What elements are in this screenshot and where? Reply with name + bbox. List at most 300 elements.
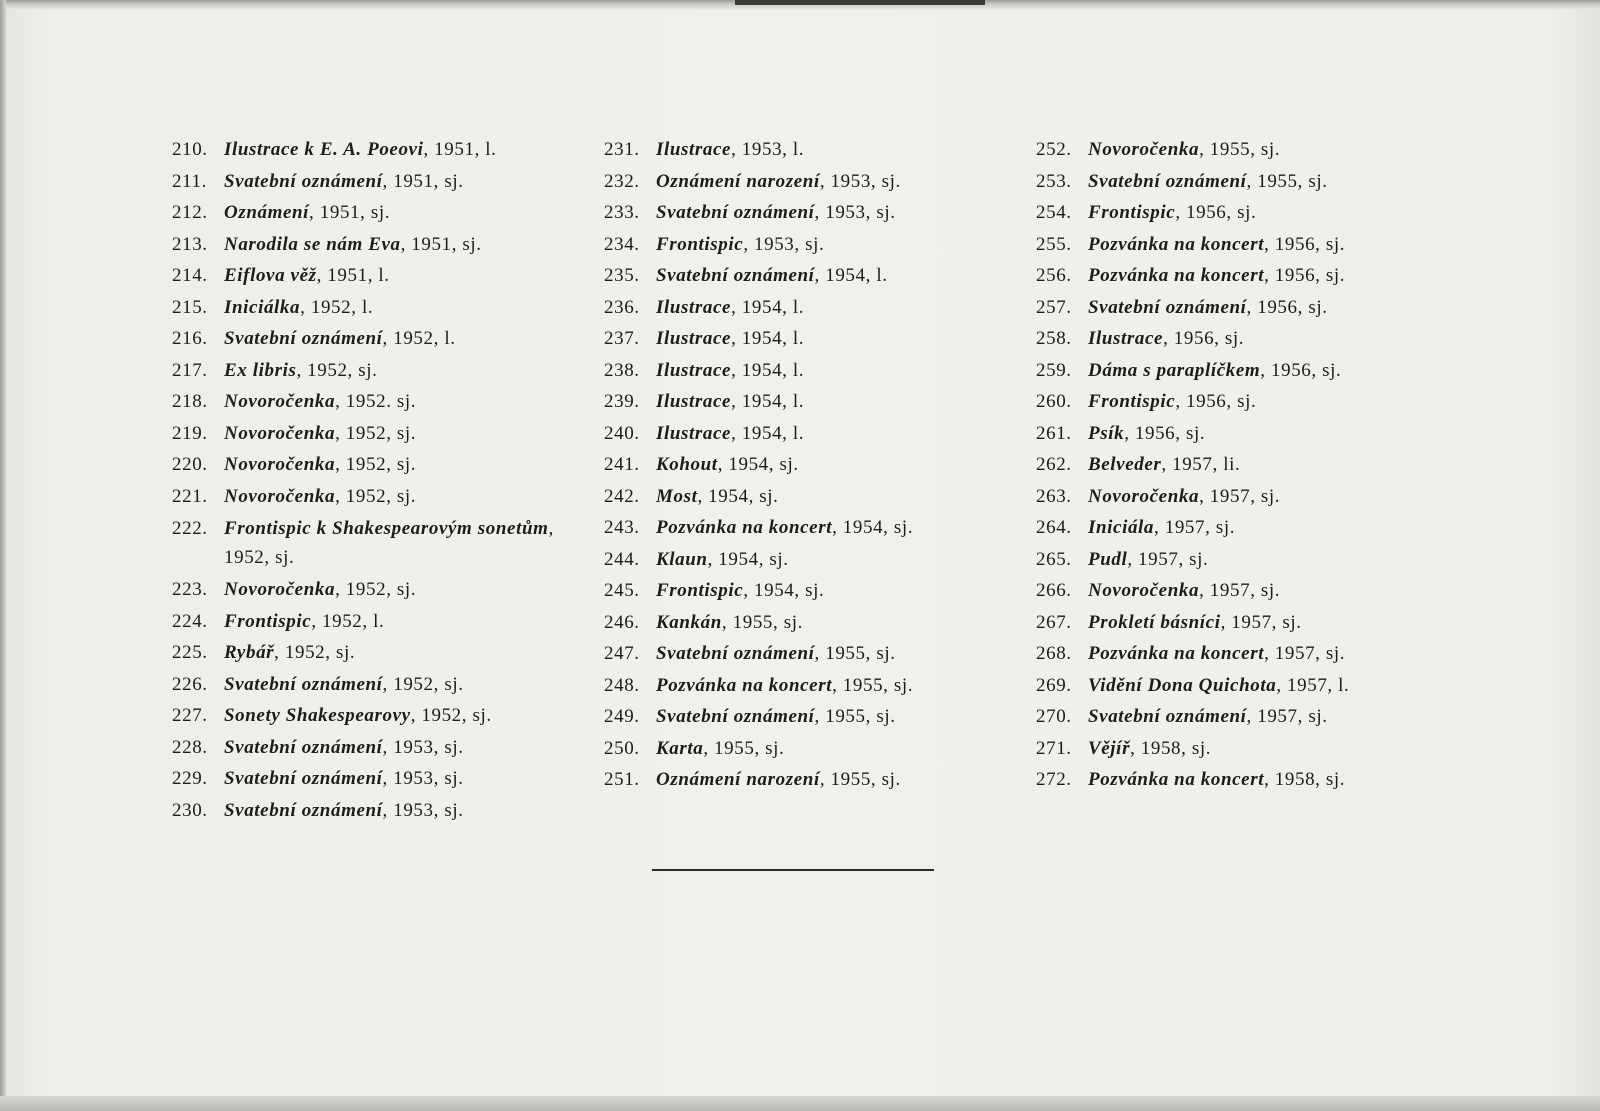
catalog-entry	[172, 763, 592, 795]
catalog-entry	[604, 544, 1024, 576]
entry-details: , 1953, l.	[731, 139, 805, 160]
entry-details: , 1955, sj.	[814, 643, 896, 664]
end-rule	[652, 869, 934, 871]
catalog-entry	[1036, 229, 1456, 261]
entry-title: Pozvánka na koncert	[656, 674, 833, 696]
entry-title: Most	[656, 485, 698, 507]
catalog-entry	[604, 701, 1024, 733]
entry-title: Svatební oznámení	[656, 202, 815, 223]
entry-text	[1088, 512, 1456, 544]
catalog-entry	[1036, 607, 1456, 639]
catalog-entry	[1036, 355, 1456, 387]
entry-title: Svatební oznámení	[1088, 296, 1247, 318]
entry-number: 265.	[1036, 548, 1072, 570]
entry-title: Ilustrace	[656, 139, 732, 160]
entry-number: 268.	[1036, 643, 1072, 664]
entry-number: 270.	[1036, 706, 1072, 727]
entry-text	[224, 197, 592, 229]
entry-title: Ilustrace	[656, 391, 732, 412]
page-binding-edge	[0, 0, 6, 1111]
entry-number: 253.	[1036, 170, 1072, 192]
entry-text	[1088, 449, 1456, 481]
entry-details: , 1955, sj.	[703, 737, 785, 759]
entry-number: 255.	[1036, 233, 1072, 255]
entry-number: 261.	[1036, 422, 1072, 444]
entry-text	[224, 700, 592, 732]
entry-text	[1088, 323, 1456, 355]
entry-details: , 1952, sj.	[335, 454, 417, 475]
page-top-shadow	[735, 0, 985, 5]
entry-number: 245.	[604, 580, 640, 601]
entry-details: , 1952, sj.	[274, 642, 356, 663]
entry-title: Oznámení	[224, 202, 310, 223]
entry-details: , 1951, sj.	[400, 233, 482, 255]
entry-title: Ilustrace	[1088, 328, 1164, 349]
catalog-entry	[1036, 544, 1456, 576]
entry-text	[656, 544, 1024, 576]
entry-text	[656, 733, 1024, 765]
entry-number: 263.	[1036, 485, 1072, 507]
entry-title: Belveder	[1088, 454, 1162, 475]
entry-details: , 1954, l.	[731, 391, 805, 412]
entry-text	[656, 575, 1024, 607]
entry-text	[656, 670, 1024, 702]
entry-text	[224, 669, 592, 701]
entry-title: Frontispic	[656, 233, 744, 255]
catalog-column-2	[604, 134, 1024, 796]
entry-title: Iniciála	[1088, 517, 1155, 538]
entry-details: , 1952, sj.	[335, 485, 417, 507]
entry-number: 215.	[172, 296, 208, 318]
entry-number: 272.	[1036, 769, 1072, 790]
entry-text	[1088, 607, 1456, 639]
catalog-entry	[1036, 764, 1456, 796]
entry-details: , 1951, l.	[423, 139, 497, 160]
entry-text	[224, 481, 592, 513]
catalog-entry	[172, 574, 592, 606]
entry-text	[1088, 134, 1456, 166]
entry-text	[656, 355, 1024, 387]
entry-text	[656, 260, 1024, 292]
entry-details: , 1952, sj.	[296, 359, 378, 381]
entry-text	[1088, 670, 1456, 702]
entry-text	[656, 197, 1024, 229]
entry-details: , 1955, sj.	[832, 674, 914, 696]
entry-title: Svatební oznámení	[224, 799, 383, 821]
entry-title: Rybář	[224, 642, 275, 663]
catalog-entry	[604, 386, 1024, 418]
entry-text	[224, 418, 592, 450]
entry-title: Eiflova věž	[224, 265, 317, 286]
entry-text	[656, 449, 1024, 481]
entry-details: , 1953, sj.	[382, 799, 464, 821]
entry-details: , 1951, l.	[316, 265, 390, 286]
entry-number: 240.	[604, 422, 640, 444]
entry-text	[224, 606, 592, 638]
catalog-entry	[172, 418, 592, 450]
entry-text	[1088, 418, 1456, 450]
entry-text	[656, 323, 1024, 355]
entry-number: 264.	[1036, 517, 1072, 538]
entry-text	[224, 386, 592, 418]
entry-text	[656, 166, 1024, 198]
entry-text	[224, 763, 592, 795]
catalog-entry	[1036, 512, 1456, 544]
catalog-entry	[1036, 166, 1456, 198]
entry-details: , 1954, sj.	[743, 580, 825, 601]
catalog-entry	[1036, 386, 1456, 418]
entry-number: 259.	[1036, 359, 1072, 381]
entry-details: , 1958, sj.	[1130, 737, 1212, 759]
entry-text	[656, 418, 1024, 450]
catalog-entry	[604, 638, 1024, 670]
catalog-entry	[604, 512, 1024, 544]
catalog-entry	[172, 197, 592, 229]
entry-text	[224, 574, 592, 606]
entry-text	[224, 637, 592, 669]
entry-text	[656, 386, 1024, 418]
entry-number: 227.	[172, 705, 208, 726]
entry-text	[224, 449, 592, 481]
catalog-entry	[172, 260, 592, 292]
catalog-entry	[604, 418, 1024, 450]
entry-number: 213.	[172, 233, 208, 255]
entry-title: Frontispic	[1088, 391, 1176, 412]
catalog-entry	[604, 670, 1024, 702]
catalog-entry	[604, 134, 1024, 166]
entry-text	[1088, 166, 1456, 198]
entry-details: , 1954, l.	[731, 359, 805, 381]
entry-number: 247.	[604, 643, 640, 664]
entry-text	[1088, 197, 1456, 229]
catalog-entry	[172, 449, 592, 481]
entry-details: , 1954, sj.	[717, 454, 799, 475]
entry-text	[224, 134, 592, 166]
entry-title: Ilustrace	[656, 422, 732, 444]
page-bottom-edge	[0, 1096, 1600, 1111]
entry-details: , 1953, sj.	[814, 202, 896, 223]
entry-details: , 1954, l.	[731, 422, 805, 444]
entry-text	[1088, 229, 1456, 261]
catalog-entry	[604, 323, 1024, 355]
entry-details: , 1955, sj.	[814, 706, 896, 727]
catalog-entry	[1036, 418, 1456, 450]
entry-details: , 1954, sj.	[697, 485, 779, 507]
entry-details: , 1954, l.	[731, 328, 805, 349]
entry-details: , 1952, sj.	[382, 673, 464, 695]
entry-details: , 1958, sj.	[1264, 769, 1346, 790]
entry-title: Oznámení narození	[656, 769, 820, 790]
entry-number: 212.	[172, 202, 208, 223]
catalog-entry	[604, 229, 1024, 261]
entry-title: Svatební oznámení	[224, 768, 383, 789]
entry-details: , 1953, sj.	[382, 768, 464, 789]
catalog-entry	[1036, 575, 1456, 607]
entry-details: , 1953, sj.	[382, 736, 464, 758]
entry-text	[1088, 260, 1456, 292]
entry-number: 222.	[172, 518, 208, 539]
catalog-entry	[172, 323, 592, 355]
catalog-entry	[604, 355, 1024, 387]
entry-number: 244.	[604, 548, 640, 570]
entry-title: Novoročenka	[1088, 139, 1200, 160]
entry-title: Frontispic	[656, 580, 744, 601]
entry-title: Vidění Dona Quichota	[1088, 674, 1277, 696]
entry-number: 233.	[604, 202, 640, 223]
entry-number: 234.	[604, 233, 640, 255]
entry-text	[224, 323, 592, 355]
entry-title: Kankán	[656, 611, 722, 633]
entry-number: 216.	[172, 328, 208, 349]
entry-title: Novoročenka	[1088, 485, 1200, 507]
entry-details: , 1957, sj.	[1199, 485, 1281, 507]
entry-title: Svatební oznámení	[656, 643, 815, 664]
catalog-entry	[604, 764, 1024, 796]
entry-number: 237.	[604, 328, 640, 349]
catalog-entry	[1036, 701, 1456, 733]
catalog-entry	[172, 134, 592, 166]
catalog-entry	[1036, 134, 1456, 166]
entry-details: , 1954, l.	[731, 296, 805, 318]
entry-title: Pozvánka na koncert	[1088, 643, 1265, 664]
entry-text	[656, 607, 1024, 639]
catalog-entry	[172, 292, 592, 324]
catalog-entry	[604, 733, 1024, 765]
catalog-entry	[1036, 481, 1456, 513]
entry-details: , 1957, sj.	[1199, 580, 1281, 601]
entry-text	[1088, 481, 1456, 513]
entry-number: 236.	[604, 296, 640, 318]
entry-details: , 1955, sj.	[819, 769, 901, 790]
entry-number: 217.	[172, 359, 208, 381]
entry-details: , 1957, sj.	[1220, 611, 1302, 633]
catalog-entry	[604, 260, 1024, 292]
catalog-entry	[604, 481, 1024, 513]
catalog-entry	[604, 197, 1024, 229]
entry-number: 229.	[172, 768, 208, 789]
catalog-entry	[172, 606, 592, 638]
entry-title: Vějíř	[1088, 737, 1131, 759]
entry-number: 260.	[1036, 391, 1072, 412]
entry-number: 235.	[604, 265, 640, 286]
entry-title: Novoročenka	[224, 579, 336, 600]
entry-number: 220.	[172, 454, 208, 475]
entry-title: Svatební oznámení	[656, 706, 815, 727]
catalog-entry	[172, 166, 592, 198]
entry-number: 249.	[604, 706, 640, 727]
catalog-entry	[1036, 670, 1456, 702]
entry-text	[224, 732, 592, 764]
entry-number: 248.	[604, 674, 640, 696]
catalog-entry	[1036, 638, 1456, 670]
catalog-entry	[604, 607, 1024, 639]
catalog-column-3	[1036, 134, 1456, 796]
entry-text	[224, 355, 592, 387]
catalog-entry	[172, 700, 592, 732]
entry-title: Ilustrace	[656, 359, 732, 381]
entry-title: Svatební oznámení	[224, 673, 383, 695]
entry-title: Iniciálka	[224, 296, 301, 318]
entry-details: , 1956, sj.	[1260, 359, 1342, 381]
entry-title: Dáma s paraplíčkem	[1088, 359, 1261, 381]
entry-details: , 1956, sj.	[1264, 265, 1346, 286]
entry-number: 251.	[604, 769, 640, 790]
entry-title: Frontispic k Shakespearovým sonetům	[224, 518, 549, 539]
entry-text	[224, 166, 592, 198]
entry-number: 239.	[604, 391, 640, 412]
entry-number: 254.	[1036, 202, 1072, 223]
entry-title: Novoročenka	[224, 422, 336, 444]
entry-text	[224, 229, 592, 261]
catalog-entry	[604, 575, 1024, 607]
entry-details: , 1956, sj.	[1163, 328, 1245, 349]
entry-details: , 1952, sj.	[335, 579, 417, 600]
entry-number: 271.	[1036, 737, 1072, 759]
entry-text	[656, 481, 1024, 513]
entry-number: 241.	[604, 454, 640, 475]
entry-details: , 1956, sj.	[1124, 422, 1206, 444]
entry-details: , 1952, sj.	[224, 518, 554, 568]
entry-details: , 1955, sj.	[1246, 170, 1328, 192]
entry-title: Frontispic	[224, 610, 312, 632]
catalog-entry	[172, 229, 592, 261]
entry-text	[656, 701, 1024, 733]
entry-title: Ilustrace k E. A. Poeovi	[224, 139, 424, 160]
entry-title: Pozvánka na koncert	[656, 517, 833, 538]
entry-text	[1088, 575, 1456, 607]
entry-number: 226.	[172, 673, 208, 695]
entry-details: , 1956, sj.	[1175, 391, 1257, 412]
catalog-entry	[172, 481, 592, 513]
entry-details: , 1952, l.	[311, 610, 385, 632]
entry-details: , 1954, sj.	[832, 517, 914, 538]
entry-number: 269.	[1036, 674, 1072, 696]
catalog-entry	[1036, 292, 1456, 324]
entry-details: , 1957, sj.	[1154, 517, 1236, 538]
entry-text	[1088, 638, 1456, 670]
entry-number: 238.	[604, 359, 640, 381]
entry-details: , 1957, l.	[1276, 674, 1350, 696]
entry-title: Svatební oznámení	[656, 265, 815, 286]
entry-title: Kohout	[656, 454, 718, 475]
entry-text	[224, 514, 592, 572]
entry-text	[656, 229, 1024, 261]
catalog-entry	[172, 732, 592, 764]
catalog-entry	[172, 795, 592, 827]
entry-title: Oznámení narození	[656, 170, 820, 192]
entry-title: Narodila se nám Eva	[224, 233, 401, 255]
entry-number: 232.	[604, 170, 640, 192]
catalog-entry	[1036, 197, 1456, 229]
entry-text	[656, 292, 1024, 324]
entry-text	[656, 134, 1024, 166]
catalog-entry	[172, 669, 592, 701]
entry-number: 219.	[172, 422, 208, 444]
entry-title: Sonety Shakespearovy	[224, 705, 411, 726]
entry-number: 214.	[172, 265, 208, 286]
entry-number: 230.	[172, 799, 208, 821]
catalog-entry	[1036, 323, 1456, 355]
entry-details: , 1954, l.	[814, 265, 888, 286]
entry-details: , 1957, sj.	[1127, 548, 1209, 570]
entry-number: 267.	[1036, 611, 1072, 633]
entry-title: Novoročenka	[224, 485, 336, 507]
entry-title: Prokletí básníci	[1088, 611, 1221, 633]
entry-number: 210.	[172, 139, 208, 160]
entry-details: , 1957, sj.	[1264, 643, 1346, 664]
entry-title: Ilustrace	[656, 296, 732, 318]
entry-number: 211.	[172, 170, 207, 192]
catalog-entry	[1036, 733, 1456, 765]
entry-title: Svatební oznámení	[224, 736, 383, 758]
entry-number: 221.	[172, 485, 208, 507]
entry-title: Karta	[656, 737, 704, 759]
entry-text	[656, 512, 1024, 544]
entry-text	[1088, 701, 1456, 733]
entry-details: , 1953, sj.	[743, 233, 825, 255]
entry-number: 246.	[604, 611, 640, 633]
catalog-entry	[172, 512, 592, 574]
entry-text	[1088, 292, 1456, 324]
entry-number: 243.	[604, 517, 640, 538]
catalog-entry	[1036, 449, 1456, 481]
entry-details: , 1956, sj.	[1264, 233, 1346, 255]
entry-title: Ilustrace	[656, 328, 732, 349]
entry-title: Psík	[1088, 422, 1125, 444]
entry-number: 242.	[604, 485, 640, 507]
entry-number: 231.	[604, 139, 640, 160]
entry-number: 225.	[172, 642, 208, 663]
entry-title: Svatební oznámení	[224, 328, 383, 349]
entry-details: , 1952. sj.	[335, 391, 417, 412]
entry-details: , 1956, sj.	[1175, 202, 1257, 223]
entry-details: , 1951, sj.	[382, 170, 464, 192]
entry-details: , 1953, sj.	[819, 170, 901, 192]
catalog-entry	[172, 386, 592, 418]
entry-text	[1088, 733, 1456, 765]
entry-title: Novoročenka	[1088, 580, 1200, 601]
entry-details: , 1952, l.	[382, 328, 456, 349]
catalog-entry	[172, 355, 592, 387]
catalog-entry	[1036, 260, 1456, 292]
entry-details: , 1957, li.	[1161, 454, 1241, 475]
entry-number: 228.	[172, 736, 208, 758]
entry-title: Pudl	[1088, 548, 1128, 570]
catalog-entry	[604, 166, 1024, 198]
entry-text	[224, 292, 592, 324]
entry-title: Novoročenka	[224, 454, 336, 475]
entry-number: 266.	[1036, 580, 1072, 601]
entry-details: , 1952, sj.	[410, 705, 492, 726]
entry-details: , 1952, l.	[300, 296, 374, 318]
entry-text	[1088, 386, 1456, 418]
entry-text	[656, 638, 1024, 670]
entry-title: Ex libris	[224, 359, 297, 381]
entry-details: , 1954, sj.	[707, 548, 789, 570]
entry-title: Pozvánka na koncert	[1088, 265, 1265, 286]
catalog-column-1	[172, 134, 592, 826]
entry-details: , 1957, sj.	[1246, 706, 1328, 727]
entry-number: 256.	[1036, 265, 1072, 286]
entry-title: Klaun	[656, 548, 708, 570]
entry-number: 218.	[172, 391, 208, 412]
entry-number: 257.	[1036, 296, 1072, 318]
catalog-entry	[604, 292, 1024, 324]
entry-title: Frontispic	[1088, 202, 1176, 223]
entry-text	[224, 260, 592, 292]
entry-text	[224, 795, 592, 827]
entry-details: , 1955, sj.	[1199, 139, 1281, 160]
